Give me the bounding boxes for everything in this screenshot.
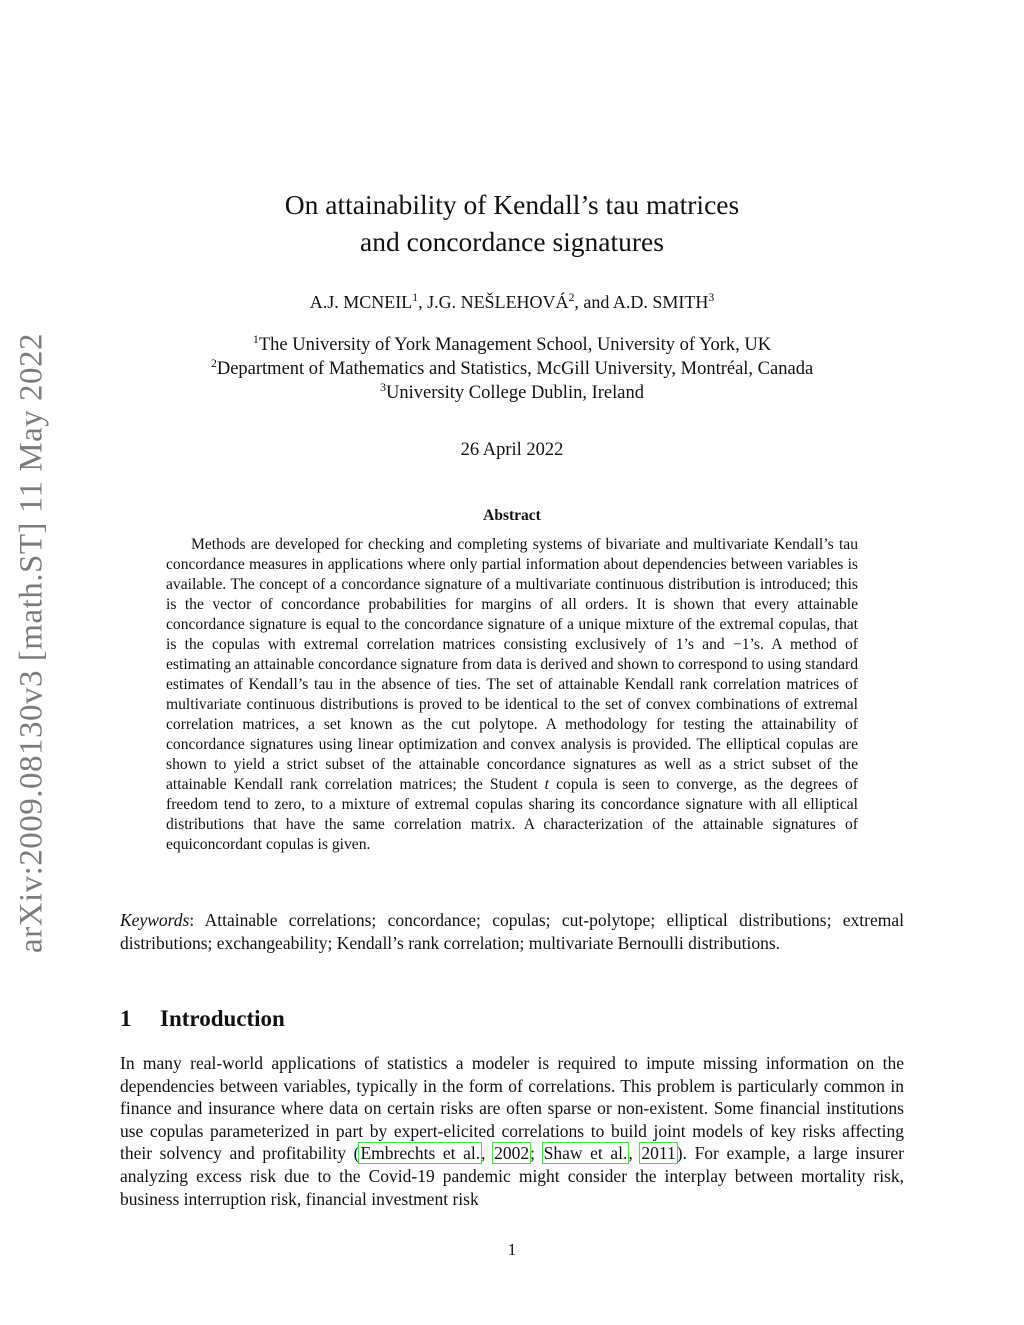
- affiliation-2-text: Department of Mathematics and Statistics, McGill University, Montréal, Canada: [216, 359, 814, 379]
- affiliation-3: [120, 381, 904, 405]
- author-mcneil: A.J. MCNEIL: [309, 292, 413, 312]
- abstract-text-2: copula is seen to converge, as the degrees of freedom tend to zero, to a mixture of extremal copulas sharing its concordance signature with all elliptical distributions that have the same correlation matrix. A characterization of the attainable signatures of equiconcordant copulas is given.: [166, 776, 858, 853]
- keywords-paragraph: [120, 909, 904, 954]
- author-smith-affil: 3: [708, 291, 715, 304]
- affiliation-1-marker: 1: [252, 331, 259, 346]
- affiliation-3-text: University College Dublin, Ireland: [386, 383, 644, 403]
- affiliation-1-text: The University of York Management School, University of York, UK: [258, 335, 772, 355]
- affiliation-1: [120, 333, 904, 357]
- author-separator: , and: [574, 292, 613, 312]
- section-heading-introduction: [120, 1006, 285, 1032]
- section-number: 1: [120, 1006, 132, 1031]
- author-smith: A.D. SMITH: [612, 292, 709, 312]
- author-mcneil-affil: 1: [412, 291, 419, 304]
- section-title: Introduction: [160, 1006, 285, 1031]
- affiliation-2-marker: 2: [210, 355, 217, 370]
- author-neslehova: J.G. NEŠLEHOVÁ: [427, 292, 569, 312]
- keywords-list: : Attainable correlations; concordance; copulas; cut-polytope; elliptical distributions; extremal distributions; exchangeability; Kendall’s rank correlation; multivariate Bernoulli distributions.: [120, 910, 904, 953]
- author-separator: ,: [418, 292, 428, 312]
- arxiv-identifier-stamp: [2, 328, 62, 958]
- intro-text-1: In many real-world applications of statistics a modeler is required to impute missing information on the dependencies between variables, typically in the form of correlations. This problem is particularly common in finance and insurance where data on certain risks are often sparse or non-existent. Some financial institutions use copulas parameterized in part by expert-elicited correlations to build joint models of key risks affecting their solvency and profitability (: [120, 1053, 904, 1164]
- intro-text-2: ). For example, a large insurer analyzing excess risk due to the Covid-19 pandemic might consider the interplay between mortality risk, business interruption risk, financial investment risk: [120, 1143, 905, 1209]
- affiliation-2: [120, 357, 904, 381]
- paper-title: [120, 186, 904, 260]
- abstract-body: [166, 535, 858, 855]
- citation-link-embrechts[interactable]: Embrechts et al.: [360, 1143, 481, 1164]
- abstract-t-symbol: t: [544, 776, 550, 793]
- keywords-label: Keywords: [120, 910, 190, 930]
- abstract-heading: Abstract: [483, 507, 541, 524]
- title-line-1: On attainability of Kendall’s tau matrices: [284, 189, 740, 220]
- citation-link-shaw-year[interactable]: 2011: [641, 1143, 676, 1164]
- author-list: [120, 292, 904, 313]
- arxiv-identifier-text: arXiv:2009.08130v3 [math.ST] 11 May 2022: [13, 332, 50, 954]
- affiliation-3-marker: 3: [380, 379, 387, 394]
- author-neslehova-affil: 2: [568, 291, 575, 304]
- title-line-2: and concordance signatures: [360, 226, 664, 257]
- citation-link-embrechts-year[interactable]: 2002: [494, 1143, 530, 1164]
- abstract-text-1: Methods are developed for checking and completing systems of bivariate and multivariate Kendall’s tau concordance measures in applications where only partial information about dependencies between variables is available. The concept of a concordance signature of a multivariate continuous distribution is introduced; this is the vector of concordance probabilities for margins of all orders. It is shown that every attainable concordance signature is equal to the concordance signature of a unique mixture of the extremal copulas, that is the copulas with extremal correlation matrices consisting exclusively of 1’s and −1’s. A method of estimating an attainable concordance signature from data is derived and shown to correspond to using standard estimates of Kendall’s tau in the absence of ties. The set of attainable Kendall rank correlation matrices of multivariate continuous distributions is proved to be identical to the set of convex combinations of extremal correlation matrices, a set known as the cut polytope. A methodology for testing the attainability of concordance signatures using linear optimization and convex analysis is provided. The elliptical copulas are shown to yield a strict subset of the attainable concordance signatures as well as a strict subset of the attainable Kendall rank correlation matrices; the Student: [166, 536, 858, 793]
- citation-link-shaw[interactable]: Shaw et al.: [543, 1143, 628, 1164]
- publication-date: 26 April 2022: [460, 440, 564, 460]
- page-number: 1: [507, 1240, 517, 1259]
- affiliations: [120, 333, 904, 405]
- introduction-paragraph: In many real-world applications of statistics a modeler is required to impute missing information on the dependencies between variables, typically in the form of correlations. This problem is particularly common in finance and insurance where data on certain risks are often sparse or non-existent. Some financial institutions use copulas parameterized in part by expert-elicited correlations to build joint models of key risks affecting their solvency and profitability (Embrechts et al., 2002; Shaw et al., 2011). For example, a large insurer analyzing excess risk due to the Covid-19 pandemic might consider the interplay between mortality risk, business interruption risk, financial investment risk: [120, 1053, 905, 1209]
